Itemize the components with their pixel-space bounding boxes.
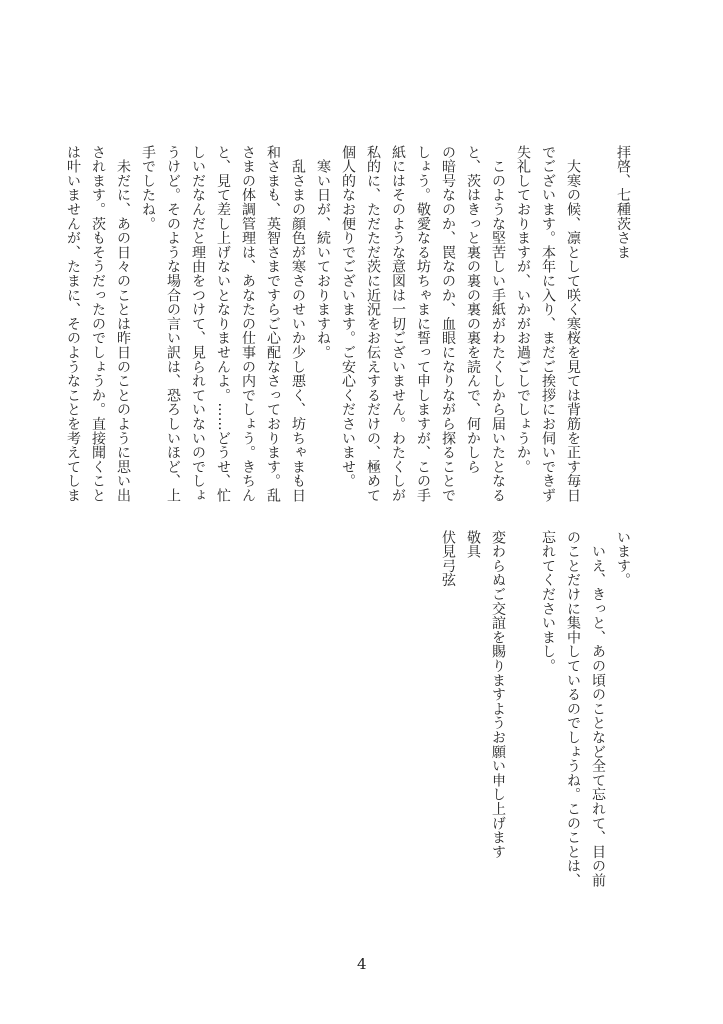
text-line: と、茨はきっと裏の裏の裏の裏を読んで、何かしら	[465, 145, 481, 474]
text-line: 私的に、ただただ茨に近況をお伝えするだけの、極めて	[365, 145, 381, 503]
text-line: 未だに、あの日々のことは昨日のことのように思い出	[115, 145, 131, 503]
text-line: 敬具	[465, 530, 481, 559]
text-line: さまの体調管理は、あなたの仕事の内でしょう。きちん	[240, 145, 256, 503]
text-line: でございます。本年に入り、まだご挨拶にお伺いできず	[540, 145, 556, 503]
text-line: 手でしたね。	[140, 145, 156, 231]
text-line: 忘れてくださいまし。	[540, 530, 556, 673]
text-line: しいだなんだと理由をつけて、見られていないのでしょ	[190, 145, 206, 503]
text-line: 寒い日が、続いておりますね。	[315, 145, 331, 360]
text-line: しょう。敬愛なる坊ちゃまに誓って申しますが、この手	[415, 145, 431, 503]
blank-line	[510, 530, 535, 888]
text-line: 乱さまの顔色が寒さのせいか少し悪く、坊ちゃまも日	[290, 145, 306, 503]
text-line: 大寒の候、凛として咲く寒桜を見ては背筋を正す毎日	[565, 145, 581, 503]
letter-body-top	[60, 145, 635, 503]
letter-body-bottom	[435, 530, 635, 888]
text-line: は叶いませんが、たまに、そのようなことを考えてしま	[65, 145, 81, 503]
text-line: 個人的なお便りでございます。ご安心くださいませ。	[340, 145, 356, 489]
text-line: 伏見弓弦	[440, 530, 456, 588]
text-line: 変わらぬご交誼を賜りますようお願い申し上げます	[490, 530, 506, 859]
text-line: 紙にはそのような意図は一切ございません。わたくしが	[390, 145, 406, 503]
text-line: 失礼しておりますが、いかがお過ごしでしょうか。	[515, 145, 531, 474]
text-line: いえ、きっと、あの頃のことなど全て忘れて、目の前	[590, 530, 606, 888]
text-line: このような堅苦しい手紙がわたくしから届いたとなる	[490, 145, 506, 503]
text-line: 和さまも、英智さまですらご心配なさっております。乱	[265, 145, 281, 503]
page-number: 4	[357, 955, 367, 973]
text-line: されます。茨もそうだったのでしょうか。直接聞くこと	[90, 145, 106, 503]
text-line: います。	[615, 530, 631, 588]
text-line: の暗号なのか、罠なのか、血眼になりながら探ることで	[440, 145, 456, 503]
text-line: 拝啓、七種茨さま	[615, 145, 631, 260]
text-line: のことだけに集中しているのでしょうね。このことは、	[565, 530, 581, 888]
text-line: うけど。そのような場合の言い訳は、恐ろしいほど、上	[165, 145, 181, 503]
blank-line	[585, 145, 610, 503]
text-line: と、見て差し上げないとなりませんよ。……どうせ、忙	[215, 145, 231, 503]
